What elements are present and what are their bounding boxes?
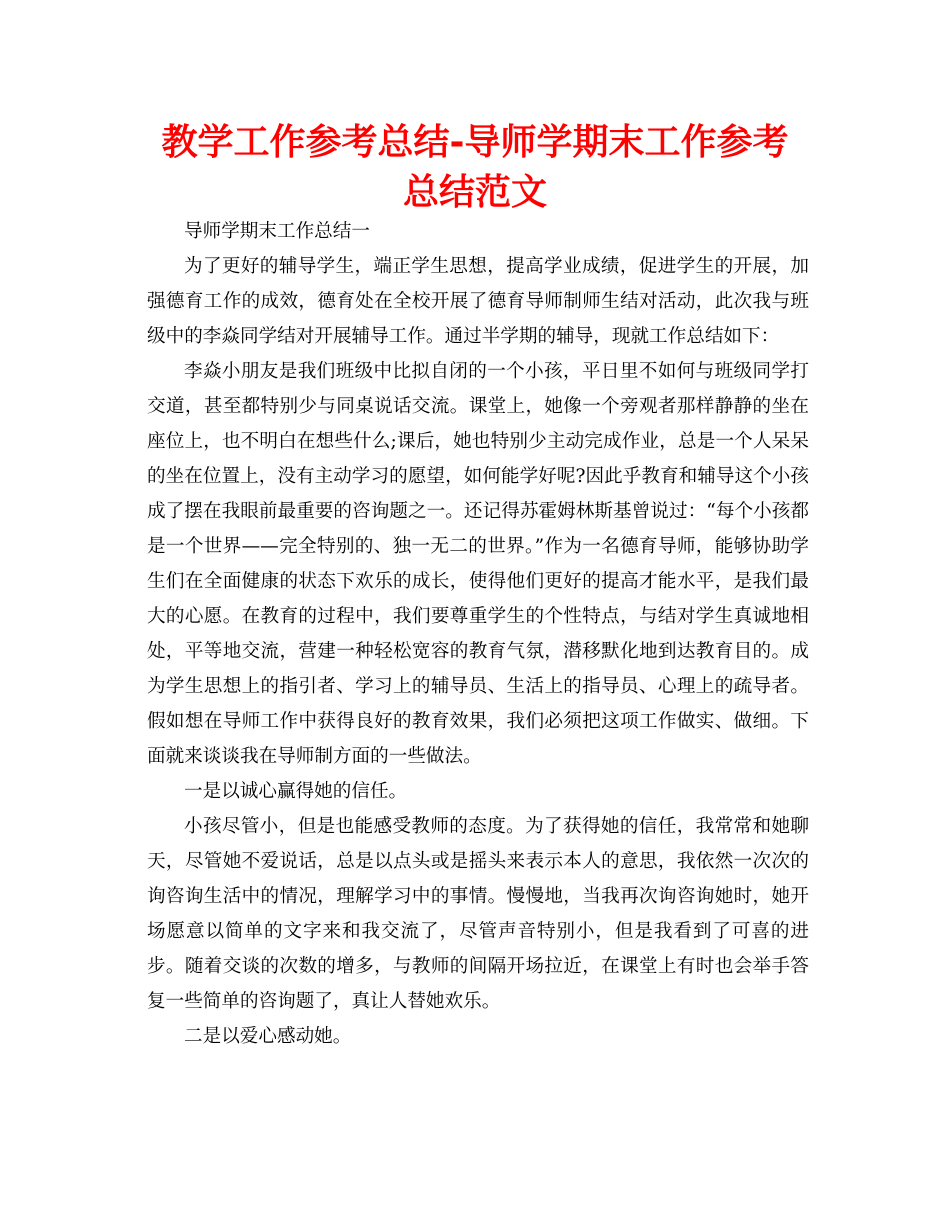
paragraph-intro: 为了更好的辅导学生，端正学生思想，提高学业成绩，促进学生的开展，加强德育工作的成效，德育处在全校开展了德育导师制师生结对活动，此次我与班级中的李焱同学结对开展辅导工作。通过半学期的辅导，现就工作总结如下：: [147, 256, 809, 347]
paragraph-student-description: 李焱小朋友是我们班级中比拟自闭的一个小孩，平日里不如何与班级同学打交道，甚至都特别少与同桌说话交流。课堂上，她像一个旁观者那样静静的坐在座位上，也不明白在想些什么;课后，她也特别少主动完成作业，总是一个人呆呆的坐在位置上，没有主动学习的愿望，如何能学好呢?因此乎教育和辅导这个小孩成了摆在我眼前最重要的咨询题之一。还记得苏霍姆林斯基曾说过：“每个小孩都是一个世界——完全特别的、独一无二的世界。”作为一名德育导师，能够协助学生们在全面健康的状态下欢乐的成长，使得他们更好的提高才能水平，是我们最大的心愿。在教育的过程中，我们要尊重学生的个性特点，与结对学生真诚地相处，平等地交流，营建一种轻松宽容的教育气氛，潜移默化地到达教育目的。成为学生思想上的指引者、学习上的辅导员、生活上的指导员、心理上的疏导者。假如想在导师工作中获得良好的教育效果，我们必须把这项工作做实、做细。下面就来谈谈我在导师制方面的一些做法。: [147, 361, 809, 767]
paragraph-trust: 小孩尽管小，但是也能感受教师的态度。为了获得她的信任，我常常和她聊天，尽管她不爱说话，总是以点头或是摇头来表示本人的意思，我依然一次次的询咨询生活中的情况，理解学习中的事情。慢慢地，当我再次询咨询她时，她开场愿意以简单的文字来和我交流了，尽管声音特别小，但是我看到了可喜的进步。随着交谈的次数的增多，与教师的间隔开场拉近，在课堂上有时也会举手答复一些简单的咨询题了，真让人替她欢乐。: [147, 816, 809, 1012]
document-body: [147, 214, 809, 1054]
point-heading-1: 一是以诚心赢得她的信任。: [184, 781, 408, 802]
section-heading-1: 导师学期末工作总结一: [184, 221, 370, 242]
document-title: 教学工作参考总结-导师学期末工作参考总结范文: [161, 122, 789, 213]
point-heading-2: 二是以爱心感动她。: [184, 1026, 352, 1047]
